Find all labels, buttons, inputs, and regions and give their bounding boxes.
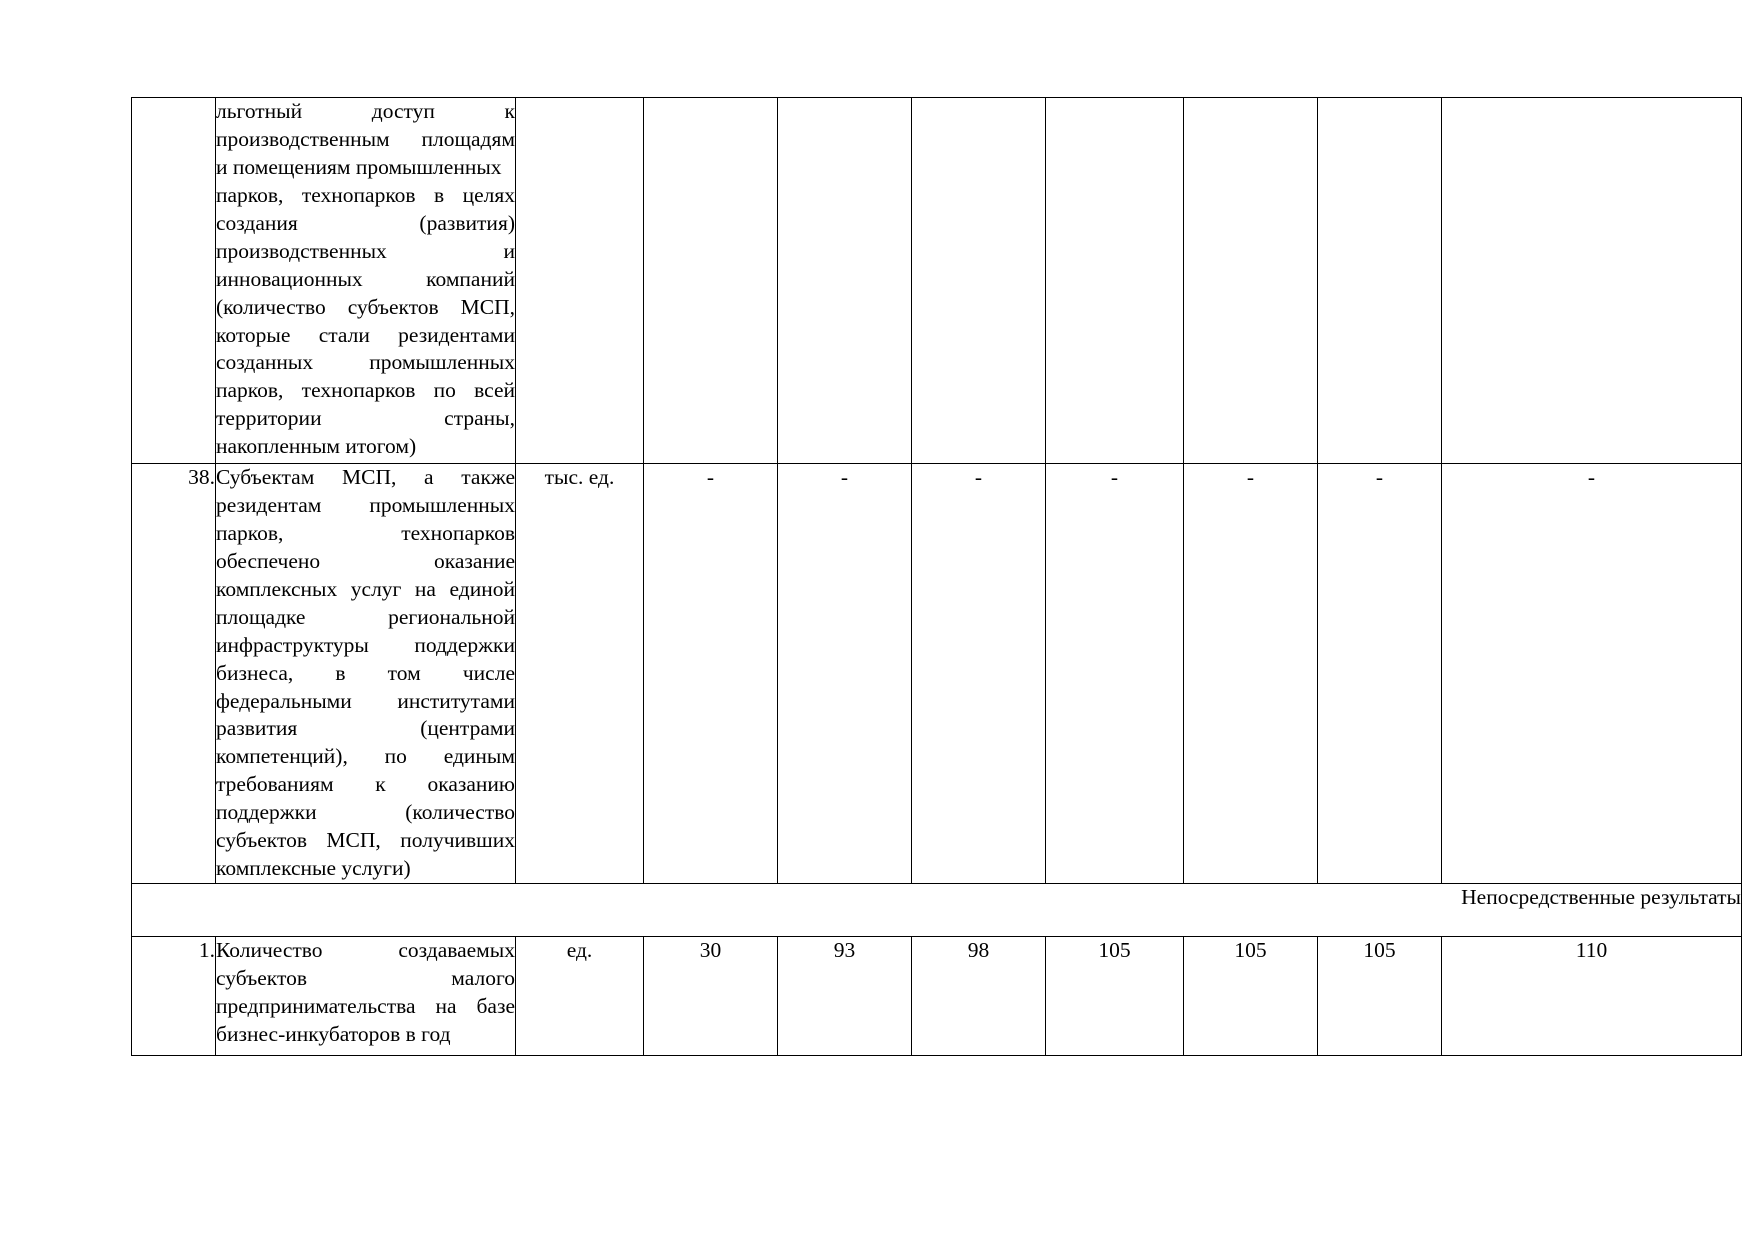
row-value-cell	[1184, 98, 1318, 464]
name-line: требованиям к оказанию	[216, 772, 515, 797]
name-line: парков, технопарков	[216, 520, 515, 545]
value: -	[974, 465, 983, 489]
row-name-cell	[216, 937, 516, 1056]
name-line: компетенций), по единым	[216, 744, 515, 769]
row-name-text	[216, 464, 515, 883]
name-line: накопленным итогом)	[216, 434, 417, 459]
row-value-cell	[778, 937, 912, 1056]
name-line: бизнеса, в том числе	[216, 660, 515, 685]
value: 105	[1363, 938, 1396, 963]
value: 105	[1234, 938, 1267, 963]
name-line: субъектов МСП, получивших	[216, 828, 515, 853]
row-unit-cell	[516, 464, 644, 884]
value: 110	[1575, 938, 1608, 963]
name-line: субъектов малого	[216, 966, 515, 990]
row-value-cell	[1318, 464, 1442, 884]
row-number: 38.	[188, 465, 215, 489]
table-row	[132, 937, 1742, 1056]
row-unit-cell	[516, 98, 644, 464]
name-line: федеральными институтами	[216, 688, 515, 713]
row-value-cell	[1442, 464, 1742, 884]
value: 93	[833, 938, 856, 963]
row-value-cell	[912, 937, 1046, 1056]
value: -	[1246, 465, 1255, 489]
row-name-cell	[216, 98, 516, 464]
name-line: поддержки (количество	[216, 800, 515, 825]
name-line: и помещениям промышленных	[216, 154, 502, 179]
row-value-cell	[1442, 937, 1742, 1056]
row-value-cell	[1184, 464, 1318, 884]
row-value-cell	[1442, 98, 1742, 464]
value: -	[1110, 465, 1119, 489]
name-line: комплексные услуги)	[216, 856, 411, 881]
unit-value: ед.	[566, 938, 593, 963]
name-line: созданных промышленных	[216, 350, 515, 375]
name-line: бизнес-инкубаторов в год	[216, 1021, 451, 1046]
name-line: производственных и	[216, 238, 515, 263]
row-value-cell	[778, 464, 912, 884]
row-number-cell	[132, 464, 216, 884]
value: 98	[967, 938, 990, 963]
table-section-banner-row	[132, 884, 1742, 937]
name-line: Субъектам МСП, а также	[216, 465, 515, 489]
row-value-cell	[912, 464, 1046, 884]
name-line: инфраструктуры поддержки	[216, 632, 515, 657]
unit-value: тыс. ед.	[544, 465, 615, 489]
name-line: парков, технопарков в целях	[216, 182, 515, 207]
table-row	[132, 98, 1742, 464]
value: 105	[1098, 938, 1131, 963]
name-line: комплексных услуг на единой	[216, 576, 515, 601]
name-line: которые стали резидентами	[216, 322, 515, 347]
name-line: (количество субъектов МСП,	[216, 294, 515, 319]
row-value-cell	[1184, 937, 1318, 1056]
name-line: территории страны,	[216, 406, 515, 431]
row-value-cell	[1318, 98, 1442, 464]
row-name-text	[216, 98, 515, 461]
row-name-text	[216, 937, 515, 1049]
row-name-cell	[216, 464, 516, 884]
name-line: Количество создаваемых	[216, 938, 515, 963]
indicators-table	[131, 97, 1742, 1056]
value: -	[1587, 465, 1596, 489]
row-value-cell	[1318, 937, 1442, 1056]
row-value-cell	[778, 98, 912, 464]
row-value-cell	[1046, 464, 1184, 884]
row-value-cell	[644, 937, 778, 1056]
row-number: 1.	[198, 938, 215, 963]
name-line: обеспечено оказание	[216, 548, 515, 573]
value: -	[706, 465, 715, 489]
name-line: предпринимательства на базе	[216, 993, 515, 1018]
row-value-cell	[1046, 937, 1184, 1056]
name-line: парков, технопарков по всей	[216, 378, 515, 403]
row-number-cell	[132, 98, 216, 464]
value: -	[1375, 465, 1384, 489]
table-row	[132, 464, 1742, 884]
name-line: создания (развития)	[216, 210, 515, 235]
name-line: площадке региональной	[216, 604, 515, 629]
value: 30	[699, 938, 722, 963]
row-value-cell	[644, 98, 778, 464]
name-line: инновационных компаний	[216, 266, 515, 291]
value: -	[840, 465, 849, 489]
row-value-cell	[1046, 98, 1184, 464]
name-line: резидентам промышленных	[216, 492, 515, 517]
row-unit-cell	[516, 937, 644, 1056]
section-banner: Непосредственные результаты	[132, 884, 1742, 937]
row-number-cell	[132, 937, 216, 1056]
name-line: производственным площадям	[216, 126, 515, 151]
name-line: льготный доступ к	[216, 99, 515, 123]
row-value-cell	[912, 98, 1046, 464]
row-value-cell	[644, 464, 778, 884]
name-line: развития (центрами	[216, 716, 515, 741]
